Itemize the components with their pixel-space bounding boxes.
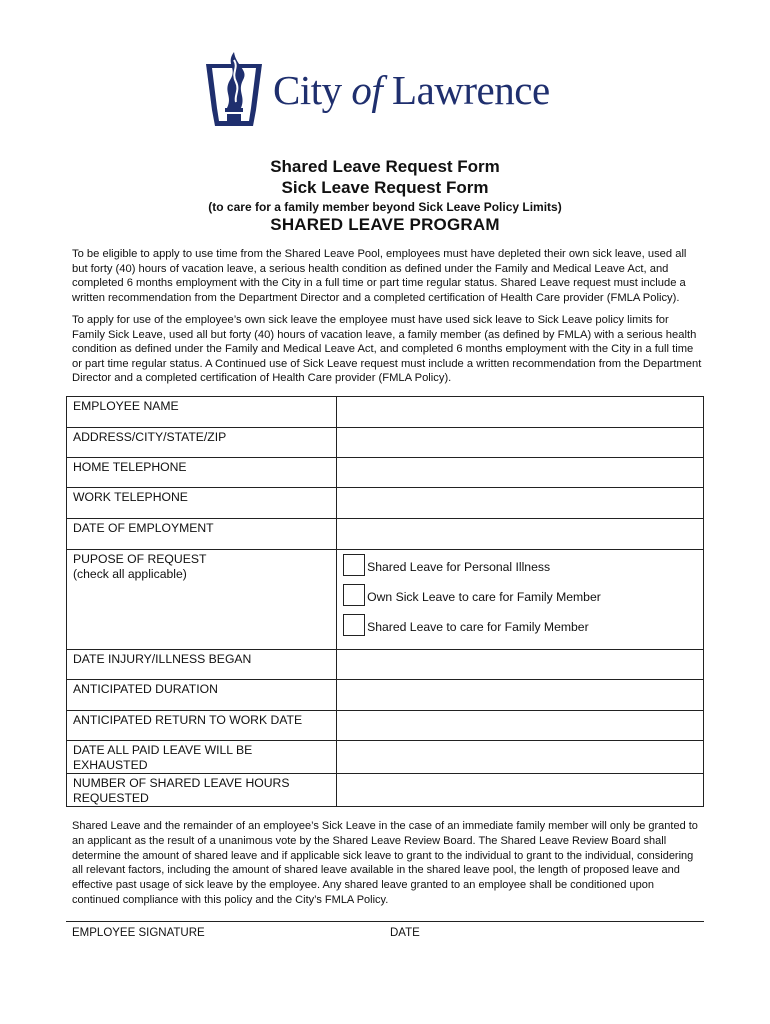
shared-hours-line2: REQUESTED <box>73 791 149 805</box>
table-row <box>67 397 704 428</box>
table-row <box>67 774 704 807</box>
employee-signature-label: EMPLOYEE SIGNATURE <box>72 927 205 939</box>
purpose-options <box>337 550 704 650</box>
purpose-option-shared-leave-family <box>337 610 703 640</box>
employee-name-label: EMPLOYEE NAME <box>67 397 337 428</box>
table-row <box>67 519 704 550</box>
purpose-label-line2: (check all applicable) <box>73 567 187 581</box>
review-board-paragraph: Shared Leave and the remainder of an employee’s Sick Leave in the case of an immediate family member will only be granted to an applicant as the result of a unanimous vote by the Shared Leave Review Board. The Shared Leave Review Board shall determine the amount of shared leave and if applicable sick leave to grant to the individual to grant to the individual, considering all relevant factors, including the amount of shared leave available in the shared leave pool, the length of proposed leave and effective past usage of sick leave by the employee. Any shared leave granted to an employee shall be conditioned upon continued compliance with this policy and the City’s FMLA Policy. <box>72 820 698 906</box>
shared-hours-field[interactable] <box>337 774 704 807</box>
shared-hours-line1: NUMBER OF SHARED LEAVE HOURS <box>73 776 290 790</box>
date-of-employment-label: DATE OF EMPLOYMENT <box>67 519 337 550</box>
paid-leave-exhausted-label <box>67 741 337 774</box>
sick-leave-paragraph: To apply for use of the employee’s own sick leave the employee must have used sick leave to Sick Leave policy limits for Family Sick Leave, used all but forty (40) hours of vacation leave, a family member (as defined by FMLA) with a serious health condition as defined under the Family and Medical Leave Act, and completed 6 months employment with the City in a full time or part time regular status. A Continued use of Sick Leave request must include a written recommendation from the Department Director and a completed certification of Health Care provider (FMLA Policy). <box>72 314 702 384</box>
paid-leave-exhausted-line2: EXHAUSTED <box>73 758 148 772</box>
checkbox-own-sick-leave[interactable] <box>343 584 365 606</box>
return-date-label: ANTICIPATED RETURN TO WORK DATE <box>67 711 337 741</box>
work-telephone-label: WORK TELEPHONE <box>67 488 337 519</box>
table-row <box>67 680 704 711</box>
program-heading: SHARED LEAVE PROGRAM <box>270 215 500 234</box>
paid-leave-exhausted-line1: DATE ALL PAID LEAVE WILL BE <box>73 743 253 757</box>
purpose-label-line1: PUPOSE OF REQUEST <box>73 552 207 566</box>
shared-hours-label <box>67 774 337 807</box>
home-telephone-field[interactable] <box>337 458 704 488</box>
checkbox-label: Shared Leave to care for Family Member <box>367 620 589 634</box>
table-row <box>67 650 704 680</box>
table-row <box>67 428 704 458</box>
date-of-employment-field[interactable] <box>337 519 704 550</box>
work-telephone-field[interactable] <box>337 488 704 519</box>
logo-wordmark: City of Lawrence <box>273 67 550 113</box>
table-row <box>67 550 704 650</box>
table-row <box>67 741 704 774</box>
address-field[interactable] <box>337 428 704 458</box>
date-injury-field[interactable] <box>337 650 704 680</box>
date-label: DATE <box>390 927 420 939</box>
request-form-table <box>66 396 704 807</box>
purpose-label <box>67 550 337 650</box>
form-title-secondary: Sick Leave Request Form <box>281 178 489 197</box>
date-injury-label: DATE INJURY/ILLNESS BEGAN <box>67 650 337 680</box>
address-label: ADDRESS/CITY/STATE/ZIP <box>67 428 337 458</box>
anticipated-duration-label: ANTICIPATED DURATION <box>67 680 337 711</box>
home-telephone-label: HOME TELEPHONE <box>67 458 337 488</box>
purpose-option-own-sick-leave <box>337 580 703 610</box>
checkbox-label: Shared Leave for Personal Illness <box>367 560 551 574</box>
form-title: Shared Leave Request Form <box>270 157 500 176</box>
eligibility-paragraph: To be eligible to apply to use time from the Shared Leave Pool, employees must have depleted their own sick leave, used all but forty (40) hours of vacation leave, a serious health condition as defined under the Family and Medical Leave Act, and completed 6 months employment with the City in a full time or part time regular status. Shared Leave request must include a written recommendation from the Department Director and a completed certification of Health Care provider (FMLA Policy). <box>72 248 687 304</box>
return-date-field[interactable] <box>337 711 704 741</box>
anticipated-duration-field[interactable] <box>337 680 704 711</box>
form-subtitle: (to care for a family member beyond Sick Leave Policy Limits) <box>208 200 562 214</box>
table-row <box>67 711 704 741</box>
employee-name-field[interactable] <box>337 397 704 428</box>
torch-keystone-icon <box>203 50 265 132</box>
paid-leave-exhausted-field[interactable] <box>337 741 704 774</box>
signature-line[interactable] <box>66 921 704 922</box>
table-row <box>67 488 704 519</box>
checkbox-personal-illness[interactable] <box>343 554 365 576</box>
purpose-option-personal-illness <box>337 550 703 580</box>
checkbox-shared-leave-family[interactable] <box>343 614 365 636</box>
table-row <box>67 458 704 488</box>
checkbox-label: Own Sick Leave to care for Family Member <box>367 590 601 604</box>
city-logo <box>203 50 573 132</box>
